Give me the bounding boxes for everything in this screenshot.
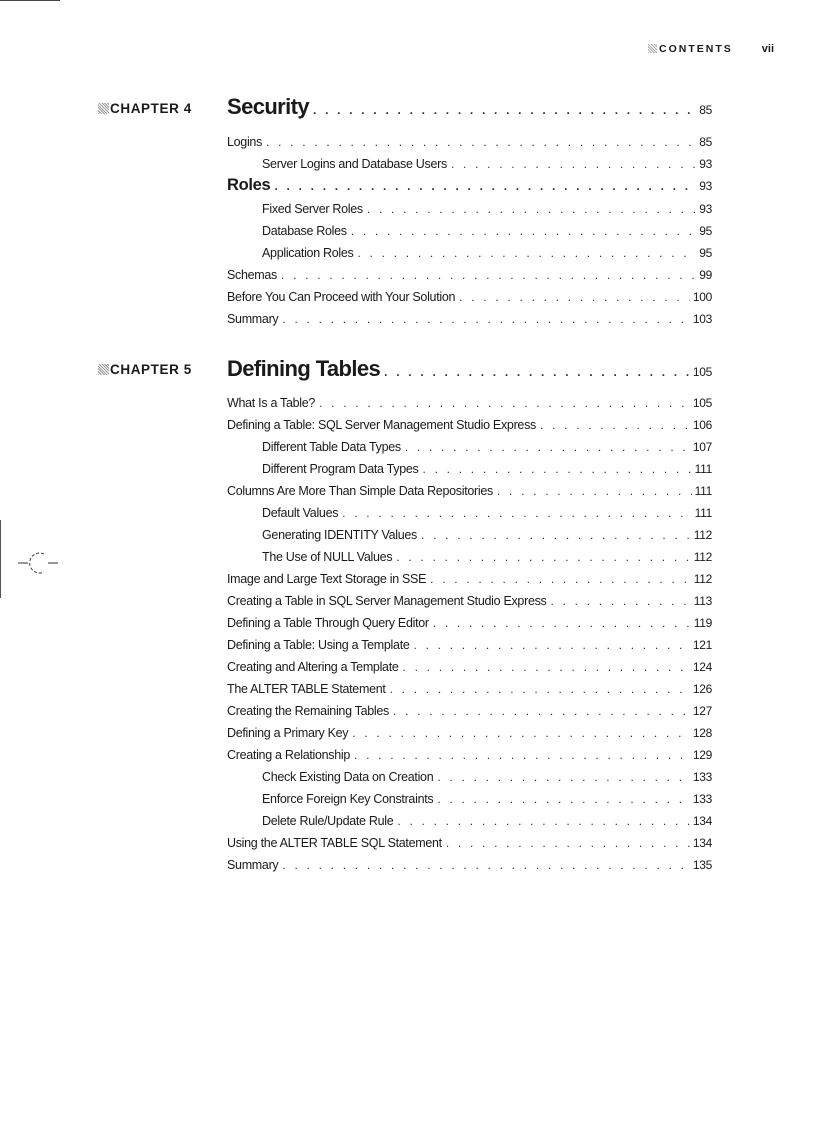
dot-leader: [421, 528, 691, 542]
entry-text: The ALTER TABLE Statement: [227, 682, 386, 696]
chapter-title-entry[interactable]: [227, 356, 712, 390]
dot-leader: [352, 726, 690, 740]
section-label: CONTENTS: [648, 43, 733, 55]
toc-subentry[interactable]: [262, 246, 712, 268]
page-ref: 99: [699, 268, 712, 282]
dot-leader: [497, 484, 692, 498]
page-ref: 121: [692, 638, 712, 652]
entry-text: The Use of NULL Values: [262, 550, 393, 564]
entry-text: Summary: [227, 858, 279, 872]
entry-text: Columns Are More Than Simple Data Repositories: [227, 484, 493, 498]
entry-text: Defining a Table: SQL Server Management Studio Express: [227, 418, 536, 432]
entry-text: Enforce Foreign Key Constraints: [262, 792, 434, 806]
page-ref: 111: [694, 462, 712, 476]
toc-entry[interactable]: [227, 135, 712, 157]
toc-subentry[interactable]: [262, 224, 712, 246]
page-ref: 100: [692, 290, 712, 304]
page-ref: 134: [692, 814, 712, 828]
entry-text: What Is a Table?: [227, 396, 316, 410]
toc-entry[interactable]: [227, 836, 712, 858]
toc-subentry[interactable]: [262, 814, 712, 836]
page-ref: 135: [692, 858, 712, 872]
page-ref: 105: [692, 396, 712, 410]
entry-text: Delete Rule/Update Rule: [262, 814, 394, 828]
page-ref: 95: [699, 246, 712, 260]
entry-text: Logins: [227, 135, 263, 149]
page-ref: 112: [693, 528, 712, 542]
page-ref: 103: [692, 312, 712, 326]
entry-text: Creating a Relationship: [227, 748, 351, 762]
entry-text: Different Program Data Types: [262, 462, 419, 476]
entry-text: Default Values: [262, 506, 339, 520]
page-ref: 93: [699, 157, 712, 171]
page-ref: 124: [692, 660, 712, 674]
dot-leader: [396, 550, 690, 564]
entry-text: Defining a Table Through Query Editor: [227, 616, 429, 630]
dot-leader: [403, 660, 690, 674]
dot-leader: [282, 858, 689, 872]
page-ref: 105: [692, 365, 712, 379]
registration-mark-icon: [14, 546, 58, 580]
toc-entry[interactable]: [227, 594, 712, 616]
toc-subentry[interactable]: [262, 202, 712, 224]
entry-text: Before You Can Proceed with Your Solution: [227, 290, 456, 304]
chapter-label: CHAPTER 5: [98, 362, 192, 377]
toc-subentry[interactable]: [262, 440, 712, 462]
dot-leader: [266, 135, 696, 149]
dot-leader: [437, 770, 690, 784]
dot-leader: [384, 365, 690, 379]
entry-text: Schemas: [227, 268, 278, 282]
toc-entry[interactable]: [227, 682, 712, 704]
dot-leader: [414, 638, 690, 652]
page-ref: 127: [692, 704, 712, 718]
toc-subentry[interactable]: [262, 528, 712, 550]
dot-leader: [351, 224, 697, 238]
toc-entry[interactable]: [227, 726, 712, 748]
dot-leader: [430, 572, 691, 586]
dot-leader: [446, 836, 690, 850]
crop-line: [0, 0, 60, 1]
dot-leader: [393, 704, 690, 718]
entry-text: Image and Large Text Storage in SSE: [227, 572, 427, 586]
entry-text: Creating the Remaining Tables: [227, 704, 390, 718]
dot-leader: [451, 157, 696, 171]
dot-leader: [459, 290, 690, 304]
page-ref: 111: [694, 484, 712, 498]
page-ref: 95: [699, 224, 712, 238]
toc-entry[interactable]: [227, 858, 712, 880]
dot-leader: [354, 748, 690, 762]
entry-text: Using the ALTER TABLE SQL Statement: [227, 836, 442, 850]
chapter-label: CHAPTER 4: [98, 101, 192, 116]
entry-text: Summary: [227, 312, 279, 326]
toc-entry[interactable]: [227, 572, 712, 594]
toc-subentry[interactable]: [262, 462, 712, 484]
dot-leader: [357, 246, 696, 260]
chapter-title: Defining Tables: [227, 356, 381, 381]
toc-entry[interactable]: [227, 638, 712, 660]
toc-entry[interactable]: [227, 396, 712, 418]
entry-text: Creating a Table in SQL Server Management Studio Express: [227, 594, 547, 608]
page-ref: 111: [694, 506, 712, 520]
page-ref: 134: [692, 836, 712, 850]
chapter-title-entry[interactable]: [227, 94, 712, 128]
dot-leader: [319, 396, 690, 410]
dot-leader: [405, 440, 690, 454]
entry-text: Defining a Primary Key: [227, 726, 349, 740]
dot-leader: [397, 814, 689, 828]
entry-text: Generating IDENTITY Values: [262, 528, 418, 542]
page-ref: 106: [692, 418, 712, 432]
toc-entry[interactable]: [227, 312, 712, 334]
crop-line: [0, 520, 1, 598]
page-ref: 119: [693, 616, 712, 630]
toc-entry[interactable]: [227, 616, 712, 638]
dot-leader: [281, 268, 696, 282]
entry-text: Application Roles: [262, 246, 354, 260]
entry-text: Creating and Altering a Template: [227, 660, 399, 674]
page-ref: 133: [692, 770, 712, 784]
dot-leader: [313, 103, 696, 117]
toc-entry[interactable]: [227, 748, 712, 770]
page-ref: 129: [692, 748, 712, 762]
entry-text: Database Roles: [262, 224, 347, 238]
dot-leader: [540, 418, 690, 432]
page-ref: 93: [699, 202, 712, 216]
entry-text: Check Existing Data on Creation: [262, 770, 434, 784]
toc-entry[interactable]: [227, 268, 712, 290]
toc-heading-entry[interactable]: [227, 176, 712, 204]
entry-text: Different Table Data Types: [262, 440, 401, 454]
toc-entry[interactable]: [227, 660, 712, 682]
toc-entry[interactable]: [227, 484, 712, 506]
dot-leader: [274, 179, 696, 193]
dot-leader: [342, 506, 691, 520]
dot-leader: [390, 682, 690, 696]
toc-subentry[interactable]: [262, 506, 712, 528]
dot-leader: [282, 312, 689, 326]
dot-leader: [423, 462, 692, 476]
toc-entry[interactable]: [227, 704, 712, 726]
page-number: vii: [761, 43, 774, 55]
chapter-title: Security: [227, 94, 310, 119]
page-ref: 93: [699, 179, 712, 193]
toc-subentry[interactable]: [262, 550, 712, 572]
dot-leader: [437, 792, 690, 806]
page-ref: 112: [693, 550, 712, 564]
entry-text: Server Logins and Database Users: [262, 157, 447, 171]
page-ref: 107: [692, 440, 712, 454]
entry-text: Roles: [227, 176, 271, 194]
page-ref: 112: [693, 572, 712, 586]
toc-subentry[interactable]: [262, 792, 712, 814]
dot-leader: [367, 202, 696, 216]
page-ref: 128: [692, 726, 712, 740]
dot-leader: [551, 594, 691, 608]
page-ref: 85: [699, 103, 712, 117]
page-ref: 133: [692, 792, 712, 806]
toc-subentry[interactable]: [262, 770, 712, 792]
page-ref: 113: [693, 594, 712, 608]
toc-entry[interactable]: [227, 290, 712, 312]
page-ref: 126: [692, 682, 712, 696]
toc-entry[interactable]: [227, 418, 712, 440]
dot-leader: [433, 616, 691, 630]
entry-text: Defining a Table: Using a Template: [227, 638, 410, 652]
page-ref: 85: [699, 135, 712, 149]
entry-text: Fixed Server Roles: [262, 202, 363, 216]
